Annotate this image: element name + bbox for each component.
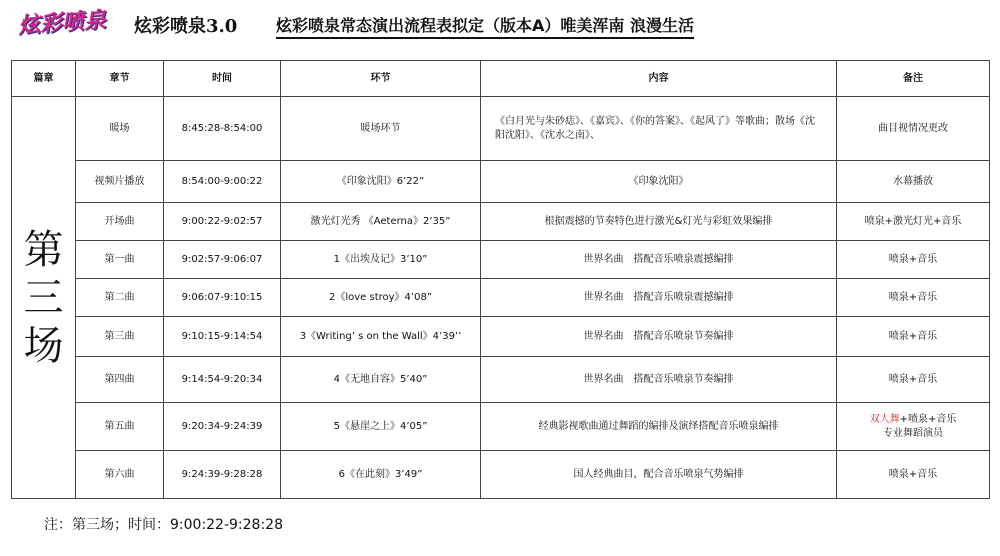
- time-cell: 8:45:28-8:54:00: [164, 97, 281, 161]
- table-row: [12, 451, 990, 499]
- remark-cell: 水幕播放: [837, 161, 990, 203]
- time-cell: 8:54:00-9:00:22: [164, 161, 281, 203]
- table-row: [12, 161, 990, 203]
- schedule-table: [11, 60, 990, 499]
- segment-cell: 2《love stroy》4’08”: [281, 279, 481, 317]
- remark-cell: 喷泉+音乐: [837, 279, 990, 317]
- time-cell: 9:14:54-9:20:34: [164, 357, 281, 403]
- remark-cell: 喷泉+音乐: [837, 317, 990, 357]
- section-cell: [12, 97, 76, 499]
- content-cell: 经典影视歌曲通过舞蹈的编排及演绎搭配音乐喷泉编排: [481, 403, 837, 451]
- remark-text: +喷泉+音乐: [899, 414, 957, 425]
- chapter-cell: 视频片播放: [76, 161, 164, 203]
- segment-cell: 6《在此刻》3’49”: [281, 451, 481, 499]
- remark-cell: 喷泉+音乐: [837, 357, 990, 403]
- column-header: 时间: [164, 61, 281, 97]
- chapter-cell: 开场曲: [76, 203, 164, 241]
- column-header: 内容: [481, 61, 837, 97]
- segment-cell: 《印象沈阳》6’22”: [281, 161, 481, 203]
- table-row: [12, 403, 990, 451]
- chapter-cell: 第三曲: [76, 317, 164, 357]
- remark-text: 专业舞蹈演员: [883, 427, 943, 439]
- section-char: 场: [23, 322, 64, 369]
- content-cell: 世界名曲 搭配音乐喷泉震撼编排: [481, 241, 837, 279]
- content-cell: 《白月光与朱砂痣》、《嘉宾》、《你的答案》、《起风了》等歌曲；散场《沈阳沈阳》、《沈水之南》、: [481, 97, 837, 161]
- table-row: [12, 97, 990, 161]
- table-row: [12, 241, 990, 279]
- content-cell: 世界名曲 搭配音乐喷泉震撼编排: [481, 279, 837, 317]
- remark-cell: 喷泉+激光灯光+音乐: [837, 203, 990, 241]
- time-cell: 9:24:39-9:28:28: [164, 451, 281, 499]
- remark-cell: 曲目视情况更改: [837, 97, 990, 161]
- chapter-cell: 第一曲: [76, 241, 164, 279]
- chapter-cell: 第二曲: [76, 279, 164, 317]
- chapter-cell: 第六曲: [76, 451, 164, 499]
- section-char: 三: [23, 274, 64, 321]
- chapter-cell: 第四曲: [76, 357, 164, 403]
- table-header-row: [12, 61, 990, 97]
- remark-cell: 喷泉+音乐: [837, 241, 990, 279]
- content-cell: 根据震撼的节奏特色进行激光&灯光与彩虹效果编排: [481, 203, 837, 241]
- table-row: [12, 279, 990, 317]
- time-cell: 9:06:07-9:10:15: [164, 279, 281, 317]
- table-row: [12, 203, 990, 241]
- segment-cell: 激光灯光秀 《Aeterna》2’35”: [281, 203, 481, 241]
- column-header: 篇章: [12, 61, 76, 97]
- remark-cell: [837, 403, 990, 451]
- remark-highlight: 双人舞: [869, 414, 900, 425]
- time-cell: 9:00:22-9:02:57: [164, 203, 281, 241]
- page-subtitle: 炫彩喷泉常态演出流程表拟定（版本A）唯美浑南 浪漫生活: [276, 13, 694, 39]
- page-title: 炫彩喷泉3.0: [134, 16, 238, 37]
- content-cell: 国人经典曲目，配合音乐喷泉气势编排: [481, 451, 837, 499]
- segment-cell: 1《出埃及记》3’10”: [281, 241, 481, 279]
- segment-cell: 暖场环节: [281, 97, 481, 161]
- table-row: [12, 357, 990, 403]
- time-cell: 9:10:15-9:14:54: [164, 317, 281, 357]
- chapter-cell: 第五曲: [76, 403, 164, 451]
- footnote: 注：第三场；时间：9:00:22-9:28:28: [44, 517, 283, 533]
- segment-cell: 3《Writing’ s on the Wall》4’39’’: [281, 317, 481, 357]
- time-cell: 9:20:34-9:24:39: [164, 403, 281, 451]
- column-header: 环节: [281, 61, 481, 97]
- column-header: 章节: [76, 61, 164, 97]
- brand-logo: 炫彩喷泉: [17, 7, 107, 40]
- header: [0, 0, 1000, 48]
- content-cell: 《印象沈阳》: [481, 161, 837, 203]
- time-cell: 9:02:57-9:06:07: [164, 241, 281, 279]
- segment-cell: 5《悬崖之上》4’05”: [281, 403, 481, 451]
- content-cell: 世界名曲 搭配音乐喷泉节奏编排: [481, 357, 837, 403]
- remark-cell: 喷泉+音乐: [837, 451, 990, 499]
- chapter-cell: 暖场: [76, 97, 164, 161]
- section-char: 第: [23, 226, 64, 273]
- table-row: [12, 317, 990, 357]
- column-header: 备注: [837, 61, 990, 97]
- segment-cell: 4《无地自容》5’40”: [281, 357, 481, 403]
- content-cell: 世界名曲 搭配音乐喷泉节奏编排: [481, 317, 837, 357]
